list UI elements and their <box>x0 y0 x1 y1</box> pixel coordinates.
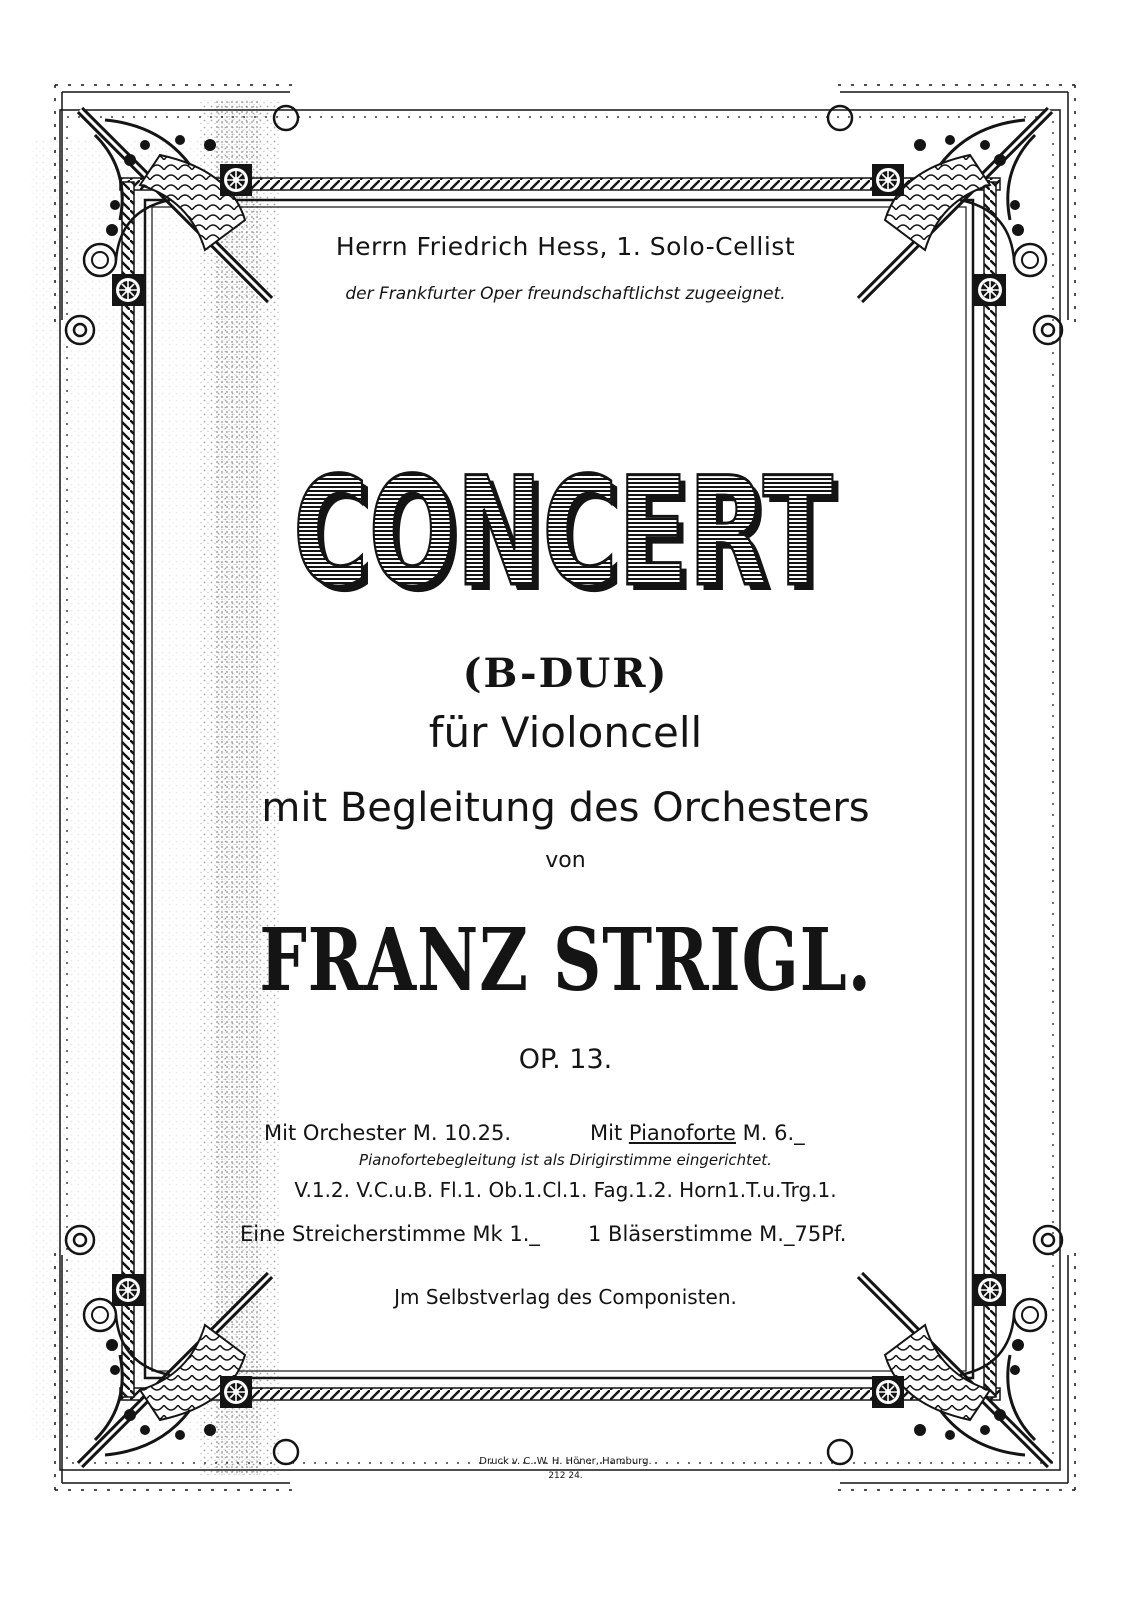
concert-title <box>280 438 850 603</box>
concert-title-shadow: CONCERT <box>299 452 839 603</box>
piano-note: Pianofortebegleitung ist als Dirigirstimme eingerichtet. <box>359 1151 772 1169</box>
price-piano-word: Pianoforte <box>628 1121 736 1145</box>
by-line: von <box>545 848 586 873</box>
instrument-line: für Violoncell <box>428 708 703 757</box>
printer-line: Druck v. C. W. H. Höner, Hamburg. <box>479 1456 652 1467</box>
dedication-subline: der Frankfurter Oper freundschaftlichst zugeeignet. <box>345 284 786 304</box>
parts-list: V.1.2. V.C.u.B. Fl.1. Ob.1.Cl.1. Fag.1.2. Horn1.T.u.Trg.1. <box>294 1178 837 1202</box>
price-string-part: Eine Streicherstimme Mk 1._ <box>240 1222 540 1246</box>
plate-number: 212 24. <box>548 1471 583 1481</box>
price-piano-prefix: Mit <box>590 1121 623 1145</box>
key-subtitle: (B-DUR) <box>462 650 669 697</box>
accompaniment-line: mit Begleitung des Orchesters <box>261 785 870 831</box>
composer-name: FRANZ STRIGL. <box>259 910 872 1011</box>
publisher-line: Jm Selbstverlag des Componisten. <box>394 1285 737 1309</box>
price-pianoforte <box>590 1121 805 1145</box>
dedication-line: Herrn Friedrich Hess, 1. Solo-Cellist <box>335 232 796 261</box>
price-wind-part: 1 Bläserstimme M._75Pf. <box>588 1222 847 1246</box>
opus-number: OP. 13. <box>518 1044 613 1075</box>
price-piano-suffix: M. 6._ <box>742 1121 805 1145</box>
concert-title-text: CONCERT <box>293 446 833 603</box>
price-orchestra: Mit Orchester M. 10.25. <box>264 1121 512 1145</box>
